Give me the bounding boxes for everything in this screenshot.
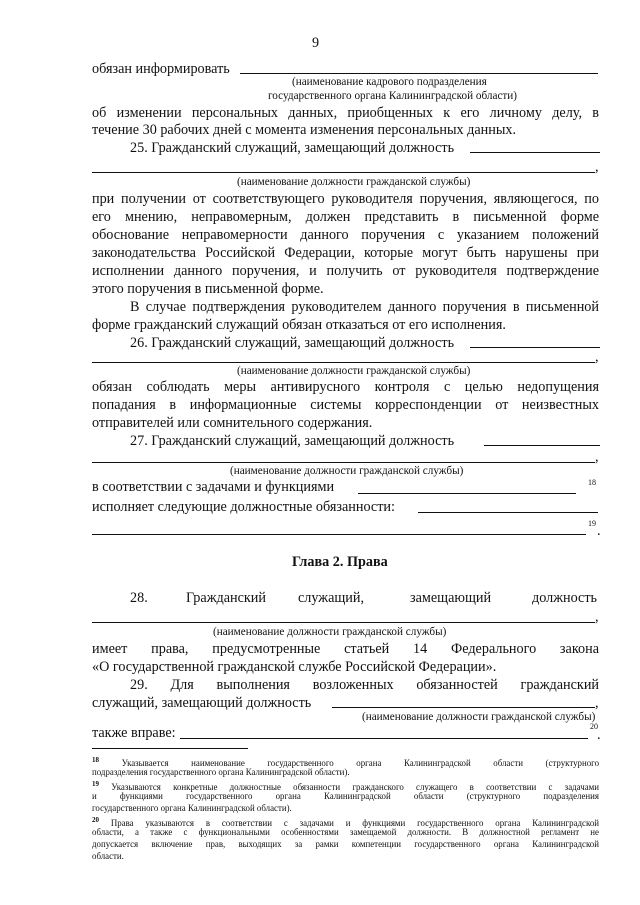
footnote-number: 20 [92, 816, 99, 824]
fill-line [358, 493, 576, 494]
text-line: 29. Для выполнения возложенных обязанностей гражданский [130, 677, 599, 693]
field-caption: (наименование должности гражданской службы) [362, 711, 596, 723]
comma: , [595, 159, 599, 175]
footnote-number: 18 [92, 756, 99, 764]
footnote-separator [92, 748, 248, 749]
fill-line [180, 738, 588, 739]
field-caption: (наименование должности гражданской службы) [213, 626, 447, 638]
fill-line [92, 172, 595, 173]
footnote-text: Указываются конкретные должностные обязанности гражданского служащего в соответствии с задачами [111, 781, 599, 792]
fill-line [470, 152, 600, 153]
text-line: его мнению, неправомерным, должен представить в письменной форме [92, 209, 599, 225]
fill-line [92, 462, 595, 463]
comma: , [595, 609, 599, 625]
fill-line [332, 707, 595, 708]
field-caption: (наименование должности гражданской службы) [237, 365, 471, 377]
chapter-title: Глава 2. Права [292, 554, 388, 570]
field-caption: (наименование кадрового подразделения [292, 76, 487, 88]
fill-line [240, 73, 598, 74]
text-line: служащий, замещающий должность [92, 695, 312, 711]
paragraph-heading: 26. Гражданский служащий, замещающий должность [130, 335, 455, 351]
footnote-line: допускается включение прав, выходящих за рамки компетенции государственного органа Калининградской [92, 839, 599, 849]
paragraph-number: 28. [130, 590, 148, 606]
fill-line [484, 445, 600, 446]
footnote-ref: 20 [590, 722, 598, 731]
text-line: «О государственной гражданской службе Российской Федерации». [92, 659, 497, 675]
footnote-ref: 19 [588, 519, 596, 528]
fill-line [92, 534, 586, 535]
dot: . [597, 523, 601, 539]
footnote-line: области. [92, 851, 124, 861]
fill-line [418, 512, 598, 513]
text-word: Гражданский [186, 590, 266, 606]
text-line: отправителей или сомнительного содержания. [92, 415, 373, 431]
footnote-text: Права указываются в соответствии с задачами и функциями государственного органа Калининградской [110, 817, 600, 828]
text-line: обязан соблюдать меры антивирусного контроля с целью недопущения [92, 379, 599, 395]
text-line: при получении от соответствующего руководителя поручения, являющегося, по [92, 191, 599, 207]
field-caption: государственного органа Калининградской области) [268, 90, 518, 102]
text-line: форме гражданский служащий обязан отказаться от его исполнения. [92, 317, 506, 333]
paragraph-heading: 27. Гражданский служащий, замещающий должность [130, 433, 455, 449]
text-line: исполнении данного поручения, и получить от руководителя подтверждение [92, 263, 599, 279]
text-line: этого поручения в письменной форме. [92, 281, 324, 297]
footnote-text: Указывается наименование государственного органа Калининградской области (структурного [121, 757, 600, 768]
footnote-line: подразделения государственного органа Калининградской области). [92, 767, 350, 777]
text-line: течение 30 рабочих дней с момента изменения персональных данных. [92, 122, 517, 138]
text-word: должность [532, 590, 598, 606]
comma: , [595, 449, 599, 465]
footnote-ref: 18 [588, 478, 596, 487]
field-caption: (наименование должности гражданской службы) [230, 465, 464, 477]
text-line: имеет права, предусмотренные статьей 14 Федерального закона [92, 641, 599, 657]
footnote-line: и функциями государственного органа Калининградской области (структурного подразделения [92, 791, 599, 801]
text-line: попадания в информационные системы корреспонденции от неизвестных [92, 397, 599, 413]
text-line: обязан информировать [92, 61, 230, 77]
comma: , [595, 695, 599, 711]
text-line: обоснование неправомерности данного поручения с указанием положений [92, 227, 599, 243]
text-line: также вправе: [92, 725, 176, 741]
comma: , [595, 349, 599, 365]
text-line: В случае подтверждения руководителем данного поручения в письменной [130, 299, 599, 315]
text-line: исполняет следующие должностные обязанности: [92, 499, 395, 515]
field-caption: (наименование должности гражданской службы) [237, 176, 471, 188]
text-line: в соответствии с задачами и функциями [92, 479, 335, 495]
page-number: 9 [312, 35, 320, 51]
footnote-line: области, а также с функциональными особенностями замещаемой должности. В должностной регламент не [92, 827, 599, 837]
text-word: служащий, [298, 590, 365, 606]
fill-line [92, 362, 595, 363]
text-line: об изменении персональных данных, приобщенных к его личному делу, в [92, 105, 599, 121]
fill-line [92, 622, 595, 623]
paragraph-heading: 25. Гражданский служащий, замещающий должность [130, 140, 455, 156]
fill-line [470, 347, 600, 348]
dot: . [597, 727, 601, 743]
text-word: замещающий [410, 590, 492, 606]
footnote-line: государственного органа Калининградской области). [92, 803, 292, 813]
footnote-number: 19 [92, 780, 99, 788]
text-line: законодательства Российской Федерации, которые могут быть нарушены при [92, 245, 599, 261]
